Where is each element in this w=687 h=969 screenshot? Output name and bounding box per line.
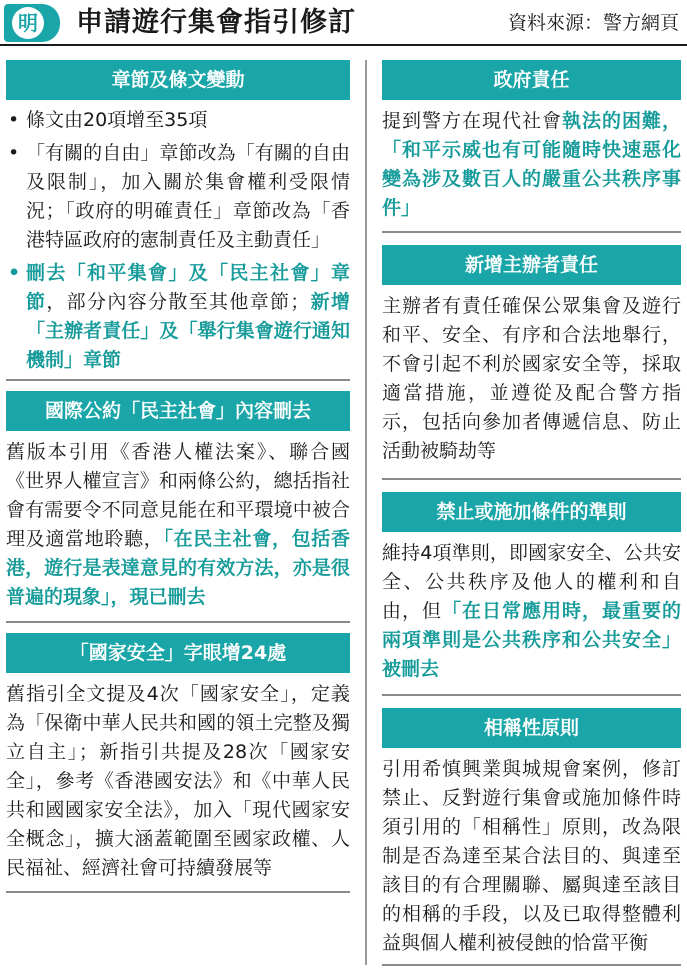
highlight-run: 執法的困難，「和平示威也有可能隨時快速惡化變為涉及數百人的嚴重公共秩序事件」	[382, 110, 681, 219]
bullet-dot-icon: •	[8, 109, 20, 131]
section-body	[382, 107, 681, 223]
bullet-item	[6, 106, 350, 135]
section-separator	[6, 379, 350, 381]
section-democratic-society	[6, 391, 350, 612]
section-separator	[382, 478, 681, 480]
section-heading: 政府責任	[382, 60, 681, 100]
bullet-item	[6, 139, 350, 255]
section-organizer-responsibility	[382, 245, 681, 466]
section-heading: 國際公約「民主社會」內容刪去	[6, 391, 350, 431]
bullet-dot-icon: •	[8, 142, 20, 164]
section-clause-changes	[6, 60, 350, 375]
section-separator	[382, 964, 681, 966]
section-body	[382, 539, 681, 684]
section-separator	[382, 694, 681, 696]
right-column	[382, 60, 681, 966]
text-run: 維持4項準則，即國家安全、公共安全、公共秩序及他人的權利和自由，但	[382, 542, 681, 622]
section-body	[382, 292, 681, 466]
section-separator	[6, 621, 350, 623]
text-run: ，部分內容分散至其他章節；	[46, 291, 310, 313]
highlight-run: 「在日常應用時，最重要的兩項準則是公共秩序和公共安全」被刪去	[382, 600, 681, 680]
section-heading: 章節及條文變動	[6, 60, 350, 100]
section-body	[382, 755, 681, 958]
section-body	[6, 680, 350, 883]
left-column	[6, 60, 350, 893]
bullet-dot-icon: •	[8, 262, 21, 284]
section-body	[6, 438, 350, 612]
section-heading: 新增主辦者責任	[382, 245, 681, 285]
section-separator	[6, 891, 350, 893]
bullet-item	[6, 259, 350, 375]
text-run: 「有關的自由」章節改為「有關的自由及限制」，加入關於集會權利受限情況；「政府的明確責任」章節改為「香港特區政府的憲制責任及主動責任」	[26, 142, 350, 251]
highlight-run: 刪去「和平集會」及「民主社會」章節	[26, 262, 350, 313]
text-run: 條文由20項增至35項	[26, 109, 208, 131]
highlight-run: ，現已刪去	[110, 586, 206, 608]
text-run: 引用希慎興業與城規會案例，修訂禁止、反對遊行集會或施加條件時須引用的「相稱性」原則，改為限制是否為達至某合法目的、與達至該目的有合理關聯、屬與達至該目的相稱的手段，以及已取得整體利益與個人權利被侵蝕的恰當平衡	[382, 758, 681, 954]
section-prohibition-criteria	[382, 492, 681, 684]
section-heading: 相稱性原則	[382, 708, 681, 748]
source-credit: 資料來源：警方網頁	[507, 12, 679, 34]
highlight-run: 新增「主辦者責任」及「舉行集會遊行通知機制」章節	[26, 291, 350, 371]
text-run: 提到警方在現代社會	[382, 110, 562, 132]
header-bar	[0, 0, 687, 46]
newspaper-logo	[4, 4, 60, 42]
bullet-list	[6, 106, 350, 375]
text-run: 主辦者有責任確保公眾集會及遊行和平、安全、有序和合法地舉行，不會引起不利於國家安全等，採取適當措施，並遵從及配合警方指示，包括向參加者傳遞信息、防止活動被騎劫等	[382, 295, 681, 462]
section-heading: 禁止或施加條件的準則	[382, 492, 681, 532]
section-separator	[382, 231, 681, 233]
section-government-responsibility	[382, 60, 681, 223]
section-proportionality	[382, 708, 681, 958]
text-run: 舊指引全文提及4次「國家安全」，定義為「保衛中華人民共和國的領土完整及獨立自主」；新指引共提及28次「國家安全」，參考《香港國安法》和《中華人民共和國國家安全法》，加入「現代國家安全概念」，擴大涵蓋範圍至國家政權、人民福祉、經濟社會可持續發展等	[6, 683, 350, 879]
section-national-security	[6, 633, 350, 883]
text-run: 舊版本引用《香港人權法案》、聯合國《世界人權宣言》和兩條公約，總括指社會有需要令不同意見能在和平環境中被合理及適當地聆聽，	[6, 441, 350, 550]
page-title: 申請遊行集會指引修訂	[76, 7, 356, 38]
logo-mark: 明	[12, 7, 44, 39]
section-heading: 「國家安全」字眼增24處	[6, 633, 350, 673]
highlight-run: 「在民主社會，包括香港，遊行是表達意見的有效方法，亦是很普遍的現象」	[6, 528, 350, 608]
column-divider	[365, 60, 367, 965]
